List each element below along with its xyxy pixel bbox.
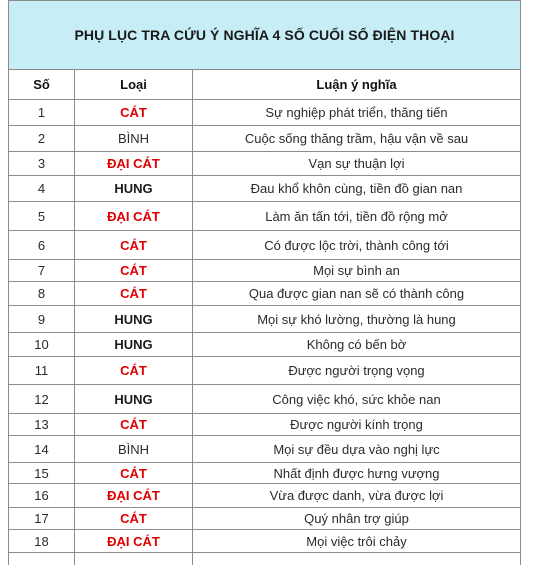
cell-loai: BÌNH — [75, 126, 193, 152]
table-row — [9, 202, 521, 231]
cell-luan: Làm ăn tấn tới, tiền đồ rộng mở — [193, 202, 521, 231]
cell-so: 13 — [9, 414, 75, 436]
cell-loai: CÁT — [75, 508, 193, 530]
page-title: PHỤ LỤC TRA CỨU Ý NGHĨA 4 SỐ CUỐI SỐ ĐIỆN THOẠI — [74, 27, 455, 43]
cell-loai: ĐẠI CÁT — [75, 530, 193, 553]
cell-so: 17 — [9, 508, 75, 530]
table-row — [9, 231, 521, 260]
cell-so: 7 — [9, 260, 75, 282]
header-so: Số — [9, 70, 75, 100]
table-row — [9, 100, 521, 126]
cell-so: 1 — [9, 100, 75, 126]
cell-luan: Công việc khó, sức khỏe nan — [193, 385, 521, 414]
cell-partial — [75, 553, 193, 565]
cell-luan: Được người kính trọng — [193, 414, 521, 436]
table-row — [9, 357, 521, 385]
table-row — [9, 385, 521, 414]
cell-loai: CÁT — [75, 100, 193, 126]
cell-so: 11 — [9, 357, 75, 385]
cell-so: 14 — [9, 436, 75, 463]
table-row — [9, 414, 521, 436]
cell-loai: CÁT — [75, 260, 193, 282]
cell-luan: Mọi sự khó lường, thường là hung — [193, 306, 521, 333]
cell-luan: Vạn sự thuận lợi — [193, 152, 521, 176]
table-row — [9, 126, 521, 152]
cell-so: 3 — [9, 152, 75, 176]
cell-loai: CÁT — [75, 282, 193, 306]
table-row — [9, 282, 521, 306]
cell-luan: Nhất định được hưng vượng — [193, 463, 521, 484]
title-banner — [8, 0, 521, 69]
table-row — [9, 530, 521, 553]
cell-luan: Được người trọng vọng — [193, 357, 521, 385]
header-row — [9, 70, 521, 100]
cell-loai: CÁT — [75, 414, 193, 436]
header-luan: Luận ý nghĩa — [193, 70, 521, 100]
cell-loai: HUNG — [75, 306, 193, 333]
table-body — [9, 100, 521, 565]
cell-so: 15 — [9, 463, 75, 484]
cell-luan: Quý nhân trợ giúp — [193, 508, 521, 530]
cell-luan: Mọi sự bình an — [193, 260, 521, 282]
cell-luan: Có được lộc trời, thành công tới — [193, 231, 521, 260]
cell-loai: CÁT — [75, 463, 193, 484]
cell-loai: HUNG — [75, 333, 193, 357]
cell-loai: HUNG — [75, 176, 193, 202]
table-row — [9, 260, 521, 282]
cell-so: 10 — [9, 333, 75, 357]
header-loai: Loại — [75, 70, 193, 100]
cell-loai: HUNG — [75, 385, 193, 414]
cell-loai: BÌNH — [75, 436, 193, 463]
table-row — [9, 508, 521, 530]
cell-luan: Đau khổ khôn cùng, tiền đồ gian nan — [193, 176, 521, 202]
cell-so: 4 — [9, 176, 75, 202]
table-row-partial — [9, 553, 521, 565]
cell-loai: CÁT — [75, 231, 193, 260]
table-row — [9, 436, 521, 463]
lookup-sheet — [8, 0, 521, 565]
cell-partial — [193, 553, 521, 565]
cell-so: 18 — [9, 530, 75, 553]
cell-luan: Mọi việc trôi chảy — [193, 530, 521, 553]
table-row — [9, 333, 521, 357]
meaning-table — [8, 69, 521, 565]
cell-loai: ĐẠI CÁT — [75, 152, 193, 176]
cell-so: 2 — [9, 126, 75, 152]
cell-luan: Sự nghiệp phát triển, thăng tiến — [193, 100, 521, 126]
table-row — [9, 484, 521, 508]
cell-luan: Qua được gian nan sẽ có thành công — [193, 282, 521, 306]
table-row — [9, 463, 521, 484]
cell-luan: Vừa được danh, vừa được lợi — [193, 484, 521, 508]
cell-luan: Mọi sự đều dựa vào nghị lực — [193, 436, 521, 463]
cell-so: 6 — [9, 231, 75, 260]
cell-loai: ĐẠI CÁT — [75, 484, 193, 508]
table-row — [9, 152, 521, 176]
cell-so: 8 — [9, 282, 75, 306]
cell-partial — [9, 553, 75, 565]
table-row — [9, 176, 521, 202]
cell-loai: ĐẠI CÁT — [75, 202, 193, 231]
cell-so: 5 — [9, 202, 75, 231]
cell-so: 9 — [9, 306, 75, 333]
cell-so: 12 — [9, 385, 75, 414]
cell-luan: Không có bến bờ — [193, 333, 521, 357]
cell-luan: Cuộc sống thăng trầm, hậu vận về sau — [193, 126, 521, 152]
cell-so: 16 — [9, 484, 75, 508]
cell-loai: CÁT — [75, 357, 193, 385]
table-row — [9, 306, 521, 333]
